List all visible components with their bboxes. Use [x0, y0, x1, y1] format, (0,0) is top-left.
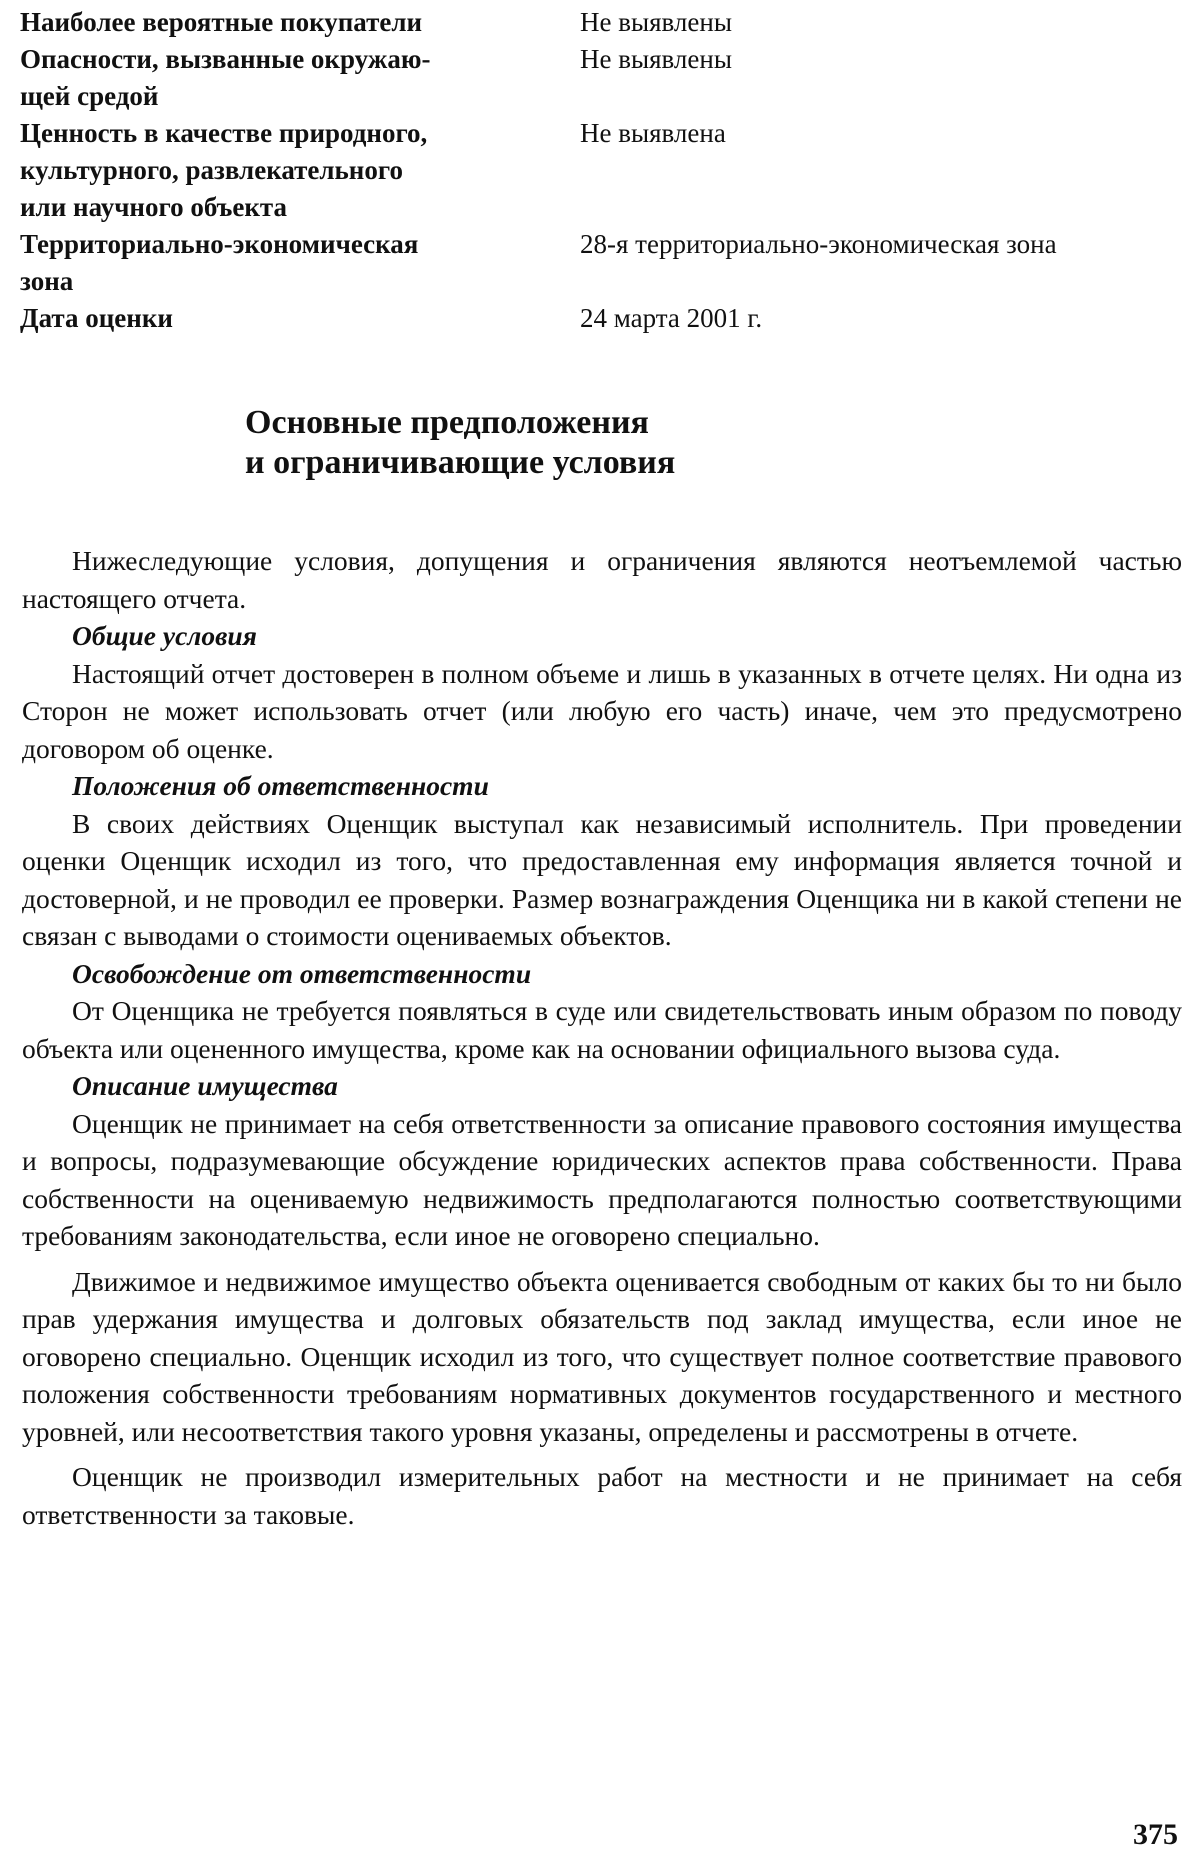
heading-line: Основные предположения: [245, 404, 649, 441]
property-value: Не выявлены: [580, 7, 732, 37]
paragraph: Движимое и недвижимое имущество объекта оценивается свободным от каких бы то ни было прав удержания имущества и долговых обязательств под заклад имущества, если иное не оговорено специально. Оценщик исходил из того, что существует полное соответствие правового положения собственности требованиям нормативных документов государственного и местного уровней, или несоответствия такого уровня указаны, определены и рассмотрены в отчете.: [22, 1265, 1182, 1447]
property-value: Не выявлены: [580, 44, 732, 74]
property-label: Ценность в качестве природного, культурного, развлекательного или научного объекта: [20, 118, 428, 222]
property-row: [20, 226, 1185, 300]
paragraph: От Оценщика не требуется появляться в суде или свидетельствовать иным образом по поводу объекта или оцененного имущества, кроме как на основании официального вызова суда.: [22, 995, 1182, 1064]
property-label: Территориально-экономическая зона: [20, 229, 419, 296]
property-label: Опасности, вызванные окружаю- щей средой: [20, 44, 431, 111]
paragraph: Оценщик не принимает на себя ответственности за описание правового состояния имущества и вопросы, подразумевающие обсуждение юридических аспектов права собственности. Права собственности на оцениваемую недвижимость предполагаются полностью соответствующими требованиям законодательства, если иное не оговорено специально.: [22, 1107, 1182, 1251]
property-label: Дата оценки: [20, 303, 173, 333]
property-row: [20, 4, 1185, 41]
page-number: 375: [1133, 1818, 1178, 1851]
section-heading: [0, 403, 1200, 483]
property-value: 24 марта 2001 г.: [580, 303, 763, 333]
subsection-title: Описание имущества: [72, 1070, 338, 1101]
paragraph: Оценщик не производил измерительных работ на местности и не принимает на себя ответственности за таковые.: [22, 1461, 1182, 1530]
intro-paragraph: Нижеследующие условия, допущения и ограничения являются неотъемлемой частью настоящего отчета.: [22, 545, 1182, 614]
subsection-title: Положения об ответственности: [72, 770, 489, 801]
property-table: [20, 4, 1185, 337]
paragraph: Настоящий отчет достоверен в полном объеме и лишь в указанных в отчете целях. Ни одна из Сторон не может использовать отчет (или любую его часть) иначе, чем это предусмотрено договором об оценке.: [22, 657, 1182, 764]
property-label: Наиболее вероятные покупатели: [20, 7, 423, 37]
subsection-title: Освобождение от ответственности: [72, 957, 532, 989]
property-value: Не выявлена: [580, 118, 726, 148]
heading-line: и ограничивающие условия: [245, 444, 676, 481]
property-row: [20, 41, 1185, 115]
property-row: [20, 300, 1185, 337]
subsection-title: Общие условия: [72, 620, 257, 651]
paragraph: В своих действиях Оценщик выступал как независимый исполнитель. При проведении оценки Оценщик исходил из того, что предоставленная ему информация является точной и достоверной, и не проводил ее проверки. Размер вознаграждения Оценщика ни в какой степени не связан с выводами о стоимости оцениваемых объектов.: [22, 807, 1182, 951]
body-text: [22, 542, 1182, 1533]
property-value: 28-я территориально-экономическая зона: [580, 229, 1057, 259]
property-row: [20, 115, 1185, 226]
